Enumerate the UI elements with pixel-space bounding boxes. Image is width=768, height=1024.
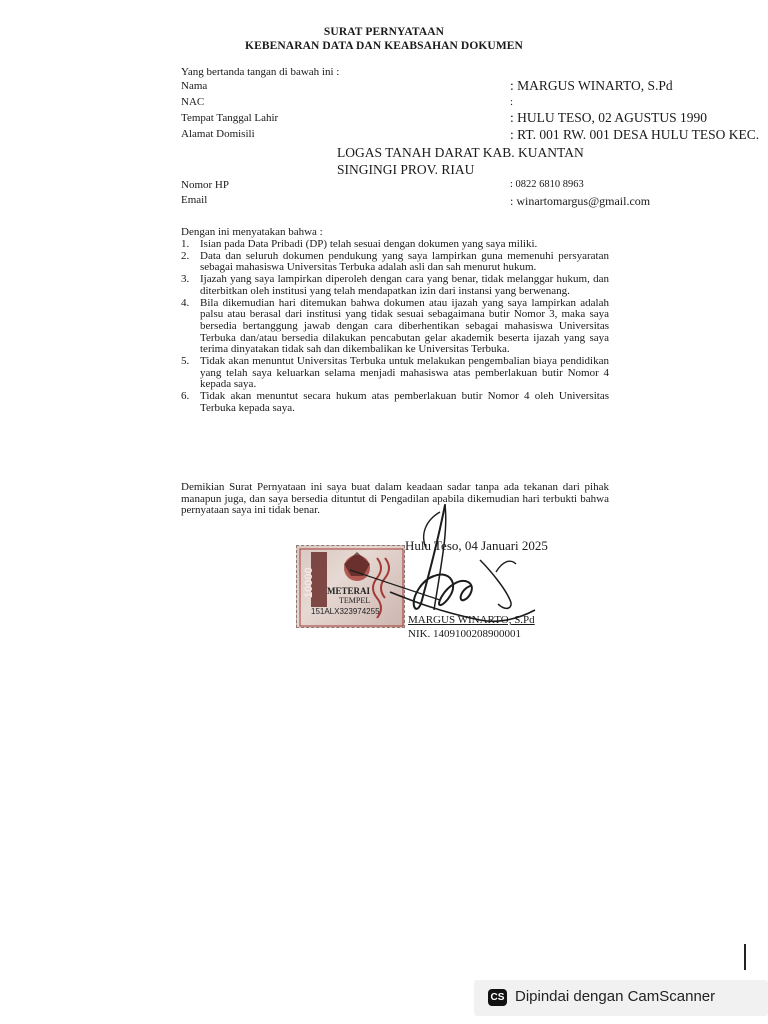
item-text: Tidak akan menuntut secara hukum atas pemberlakuan butir Nomor 4 oleh Universitas Terbuka kepada saya. xyxy=(200,390,609,414)
field-value: : winartomargus@gmail.com xyxy=(510,194,651,208)
item-number: 3. xyxy=(181,273,190,286)
field-value: : xyxy=(510,96,514,108)
field-row-ttl xyxy=(181,110,708,125)
place-and-date: Hulu Teso, 04 Januari 2025 xyxy=(405,538,548,553)
item-text: Ijazah yang saya lampirkan diperoleh dengan cara yang benar, tidak melanggar hukum, dan diterbitkan oleh institusi yang telah mendapatkan izin dari instansi yang berwenang. xyxy=(200,273,609,297)
field-value: : RT. 001 RW. 001 DESA HULU TESO KEC. xyxy=(510,127,760,142)
list-item xyxy=(181,251,609,274)
field-value: : 0822 6810 8963 xyxy=(510,179,584,190)
stamp-label: METERAI xyxy=(327,586,371,596)
document-title: SURAT PERNYATAAN xyxy=(323,26,445,38)
camscanner-logo-icon: CS xyxy=(488,989,507,1006)
camscanner-footer xyxy=(474,980,768,1016)
camscanner-caption: Dipindai dengan CamScanner xyxy=(515,988,716,1005)
list-item xyxy=(181,391,609,414)
list-item xyxy=(181,298,609,357)
item-number: 5. xyxy=(181,355,190,368)
document-subtitle: KEBENARAN DATA DAN KEABSAHAN DOKUMEN xyxy=(245,40,523,52)
item-number: 4. xyxy=(181,296,190,309)
scan-edge-mark xyxy=(744,944,746,970)
item-text: Bila dikemudian hari ditemukan bahwa dokumen atau ijazah yang saya lampirkan adalah palsu atau berasal dari institusi yang tidak sesuai sebagaimana butir Nomor 3, maka saya bersedia bertanggung jawab dengan cara diberhentikan sebagai mahasiswa Universitas Terbuka dan/atau bersedia dilakukan pencabutan gelar akademik beserta ijazah yang saya terima dinyatakan tidak sah dan dikembalikan ke Universitas Terbuka. xyxy=(200,296,609,356)
field-label: Email xyxy=(181,194,208,206)
field-label: Nomor HP xyxy=(181,179,229,191)
field-row-nac xyxy=(181,96,514,108)
stamp-serial: 151ALX323974255 xyxy=(311,607,380,616)
field-label: Tempat Tanggal Lahir xyxy=(181,112,279,124)
field-row-hp xyxy=(181,179,584,191)
field-label: Nama xyxy=(181,80,208,92)
stamp-label-2: TEMPEL xyxy=(339,596,371,605)
item-number: 2. xyxy=(181,249,190,262)
item-text: Data dan seluruh dokumen pendukung yang saya lampirkan guna memenuhi persyaratan sebagai mahasiswa Universitas Terbuka adalah asli dan sah menurut hukum. xyxy=(200,249,609,274)
field-value: : HULU TESO, 02 AGUSTUS 1990 xyxy=(510,110,708,125)
field-row-nama xyxy=(181,78,673,93)
signature-icon xyxy=(330,500,560,630)
signer-name: MARGUS WINARTO, S.Pd xyxy=(408,614,535,626)
address-line-2: LOGAS TANAH DARAT KAB. KUANTAN xyxy=(337,145,584,160)
item-number: 1. xyxy=(181,238,190,250)
field-label: Alamat Domisili xyxy=(181,128,255,140)
list-item xyxy=(181,356,609,391)
item-text: Isian pada Data Pribadi (DP) telah sesuai dengan dokumen yang saya miliki. xyxy=(200,238,538,250)
list-item xyxy=(181,274,609,297)
closing-paragraph: Demikian Surat Pernyataan ini saya buat dalam keadaan sadar tanpa ada tekanan dari pihak manapun juga, dan saya bersedia dituntut di Pengadilan apabila dikemudian hari terbukti bahwa pernyataan saya ini tidak benar. xyxy=(181,481,609,517)
item-number: 6. xyxy=(181,390,190,403)
field-row-email xyxy=(181,194,651,208)
statement-list xyxy=(181,239,609,415)
stamp-denomination: 10000 xyxy=(303,567,315,598)
field-label: NAC xyxy=(181,96,205,108)
field-row-alamat xyxy=(181,127,760,142)
intro-text: Yang bertanda tangan di bawah ini : xyxy=(181,66,340,78)
declaration-intro: Dengan ini menyatakan bahwa : xyxy=(181,226,323,238)
item-text: Tidak akan menuntut Universitas Terbuka untuk melakukan pengembalian biaya pendidikan yang telah saya keluarkan selama menjadi mahasiswa atas pemberlakuan butir Nomor 4 kepada saya. xyxy=(200,355,609,391)
field-value: : MARGUS WINARTO, S.Pd xyxy=(510,78,673,93)
address-line-3: SINGINGI PROV. RIAU xyxy=(337,162,475,177)
signer-nik: NIK. 1409100208900001 xyxy=(408,628,522,640)
